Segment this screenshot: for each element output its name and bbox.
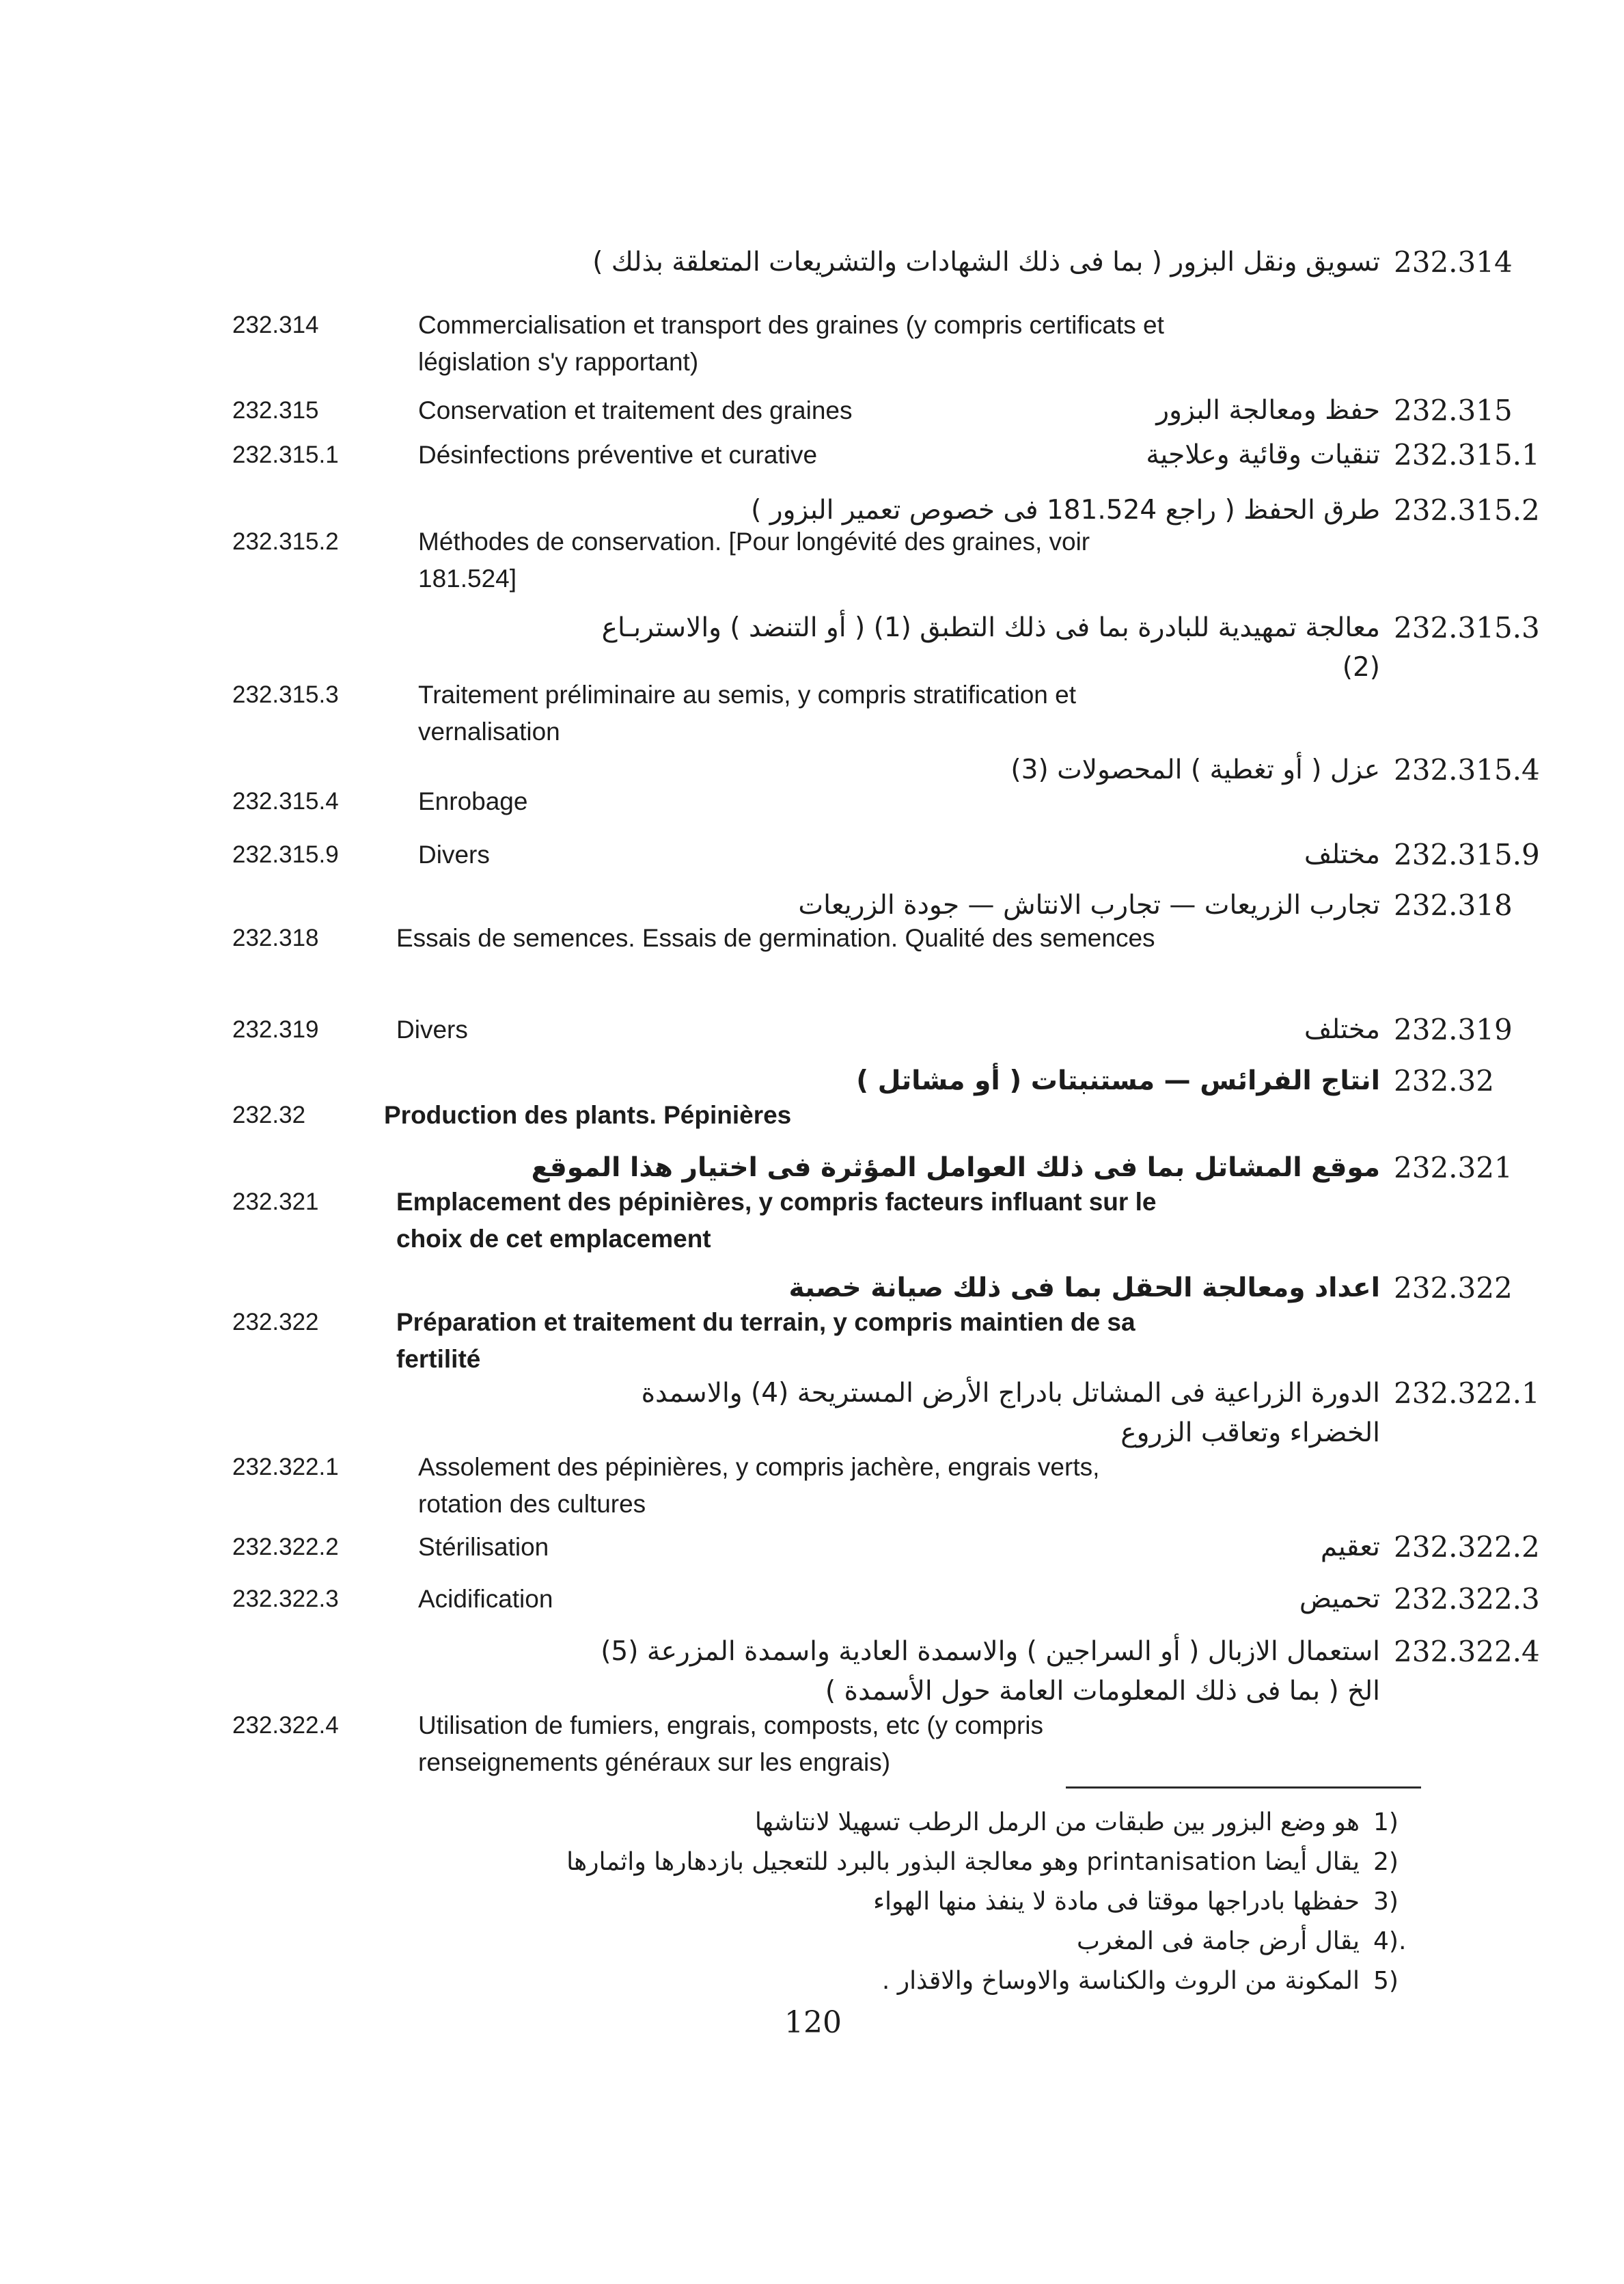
french-heading: Acidification [418, 1585, 553, 1613]
french-code: 232.315 [232, 397, 319, 424]
arabic-heading: مختلف [1304, 839, 1380, 870]
french-heading: Production des plants. Pépinières [384, 1101, 792, 1129]
arabic-code: 232.321 [1394, 1151, 1513, 1184]
arabic-code: 232.318 [1394, 888, 1513, 922]
arabic-heading: تحميض [1299, 1583, 1380, 1614]
french-heading: Divers [396, 1016, 468, 1044]
footnote-number: 5) [1373, 1967, 1399, 1995]
arabic-heading: مختلف [1304, 1014, 1380, 1045]
french-heading: Stérilisation [418, 1533, 549, 1561]
arabic-code: 232.319 [1394, 1013, 1513, 1046]
french-heading: Désinfections préventive et curative [418, 441, 818, 469]
arabic-heading: تجارب الزريعات — تجارب الانتاش — جودة الزريعات [798, 890, 1380, 921]
french-code: 232.321 [232, 1188, 319, 1215]
footnote-number: 1) [1373, 1808, 1399, 1836]
french-code: 232.319 [232, 1016, 319, 1043]
arabic-heading: تسويق ونقل البزور ( بما فى ذلك الشهادات والتشريعات المتعلقة بذلك ) [592, 247, 1380, 277]
french-code: 232.315.3 [232, 681, 339, 708]
footnote-item [355, 1804, 1421, 1844]
arabic-heading: تنقيات وقائية وعلاجية [1146, 439, 1380, 470]
french-heading: Emplacement des pépinières, y compris facteurs influant sur le choix de cet emplacement [396, 1188, 1157, 1253]
arabic-code: 232.322.2 [1394, 1530, 1540, 1564]
footnote-text: حفظها بادراجها موقتا فى مادة لا ينفذ منها الهواء [873, 1888, 1360, 1916]
arabic-heading: استعمال الازبال ( أو السراجين ) والاسمدة العادية واسمدة المزرعة (5) الخ ( بما فى ذلك المعلومات العامة حول الأسمدة ) [601, 1636, 1380, 1707]
arabic-code: 232.314 [1394, 245, 1513, 279]
page-number: 120 [784, 2005, 842, 2040]
arabic-heading: عزل ( أو تغطية ) المحصولات (3) [1010, 754, 1380, 785]
footnote-text: يقال أيضا printanisation وهو معالجة البذور بالبرد للتعجيل بازدهارها واثمارها [566, 1848, 1360, 1876]
french-code: 232.322 [232, 1309, 319, 1335]
french-code: 232.315.2 [232, 528, 339, 555]
arabic-code: 232.32 [1394, 1064, 1494, 1098]
arabic-heading: تعقيم [1320, 1532, 1380, 1562]
french-heading: Préparation et traitement du terrain, y compris maintien de sa fertilité [396, 1308, 1136, 1373]
french-heading: Divers [418, 841, 490, 869]
arabic-heading: حفظ ومعالجة البزور [1156, 395, 1380, 426]
french-heading: Traitement préliminaire au semis, y compris stratification et vernalisation [418, 681, 1076, 746]
footnote-item [355, 1844, 1421, 1884]
arabic-code: 232.322.1 [1394, 1376, 1540, 1410]
french-code: 232.315.4 [232, 788, 339, 815]
french-code: 232.322.3 [232, 1586, 339, 1612]
french-heading: Assolement des pépinières, y compris jachère, engrais verts, rotation des cultures [418, 1453, 1100, 1518]
footnote-item [355, 1923, 1421, 1963]
arabic-code: 232.315.2 [1394, 493, 1540, 527]
footnote-divider [1066, 1786, 1421, 1789]
arabic-heading: طرق الحفظ ( راجع 181.524 فى خصوص تعمير البزور ) [751, 495, 1380, 526]
arabic-code: 232.322.3 [1394, 1582, 1540, 1616]
french-heading: Commercialisation et transport des graines (y compris certificats et législation s'y rapportant) [418, 311, 1164, 376]
french-heading: Conservation et traitement des graines [418, 396, 853, 424]
french-heading: Utilisation de fumiers, engrais, composts, etc (y compris renseignements généraux sur les engrais) [418, 1711, 1044, 1776]
french-heading: Enrobage [418, 787, 528, 815]
french-code: 232.315.9 [232, 841, 339, 868]
arabic-code: 232.315.9 [1394, 838, 1540, 871]
footnote-text: يقال أرض جامة فى المغرب [1077, 1927, 1360, 1955]
french-code: 232.322.1 [232, 1454, 339, 1480]
footnote-text: هو وضع البزور بين طبقات من الرمل الرطب تسهيلا لانتاشها [754, 1808, 1360, 1836]
arabic-code: 232.322.4 [1394, 1635, 1540, 1668]
arabic-heading: الدورة الزراعية فى المشاتل بادراج الأرض المستريحة (4) والاسمدة الخضراء وتعاقب الزروع [641, 1378, 1380, 1448]
arabic-code: 232.315.4 [1394, 753, 1540, 787]
french-code: 232.318 [232, 925, 319, 951]
arabic-code: 232.315.3 [1394, 611, 1540, 644]
footnotes [355, 1804, 1421, 2002]
french-code: 232.314 [232, 312, 319, 338]
footnote-item [355, 1884, 1421, 1923]
french-code: 232.315.1 [232, 441, 339, 468]
arabic-code: 232.322 [1394, 1271, 1513, 1305]
arabic-code: 232.315.1 [1394, 438, 1540, 472]
arabic-heading: موقع المشاتل بما فى ذلك العوامل المؤثرة فى اختيار هذا الموقع [531, 1152, 1380, 1183]
footnote-text: المكونة من الروث والكناسة والاوساخ والاقذار . [881, 1967, 1360, 1995]
footnote-number: 3) [1373, 1888, 1399, 1916]
french-heading: Méthodes de conservation. [Pour longévité des graines, voir 181.524] [418, 528, 1090, 593]
french-code: 232.322.4 [232, 1712, 339, 1739]
french-code: 232.322.2 [232, 1534, 339, 1560]
footnote-number: 2) [1373, 1848, 1399, 1876]
arabic-heading: انتاج الفرائس — مستنبتات ( أو مشاتل ) [856, 1065, 1380, 1096]
footnote-item [355, 1963, 1421, 2002]
arabic-heading: اعداد ومعالجة الحقل بما فى ذلك صيانة خصبة [788, 1273, 1380, 1303]
arabic-code: 232.315 [1394, 394, 1513, 427]
french-code: 232.32 [232, 1102, 306, 1128]
arabic-heading: معالجة تمهيدية للبادرة بما فى ذلك التطبق (1) ( أو التنضد ) والاستربـاع (2) [601, 612, 1380, 683]
footnote-number: 4). [1373, 1927, 1407, 1955]
french-heading: Essais de semences. Essais de germination. Qualité des semences [396, 924, 1155, 952]
